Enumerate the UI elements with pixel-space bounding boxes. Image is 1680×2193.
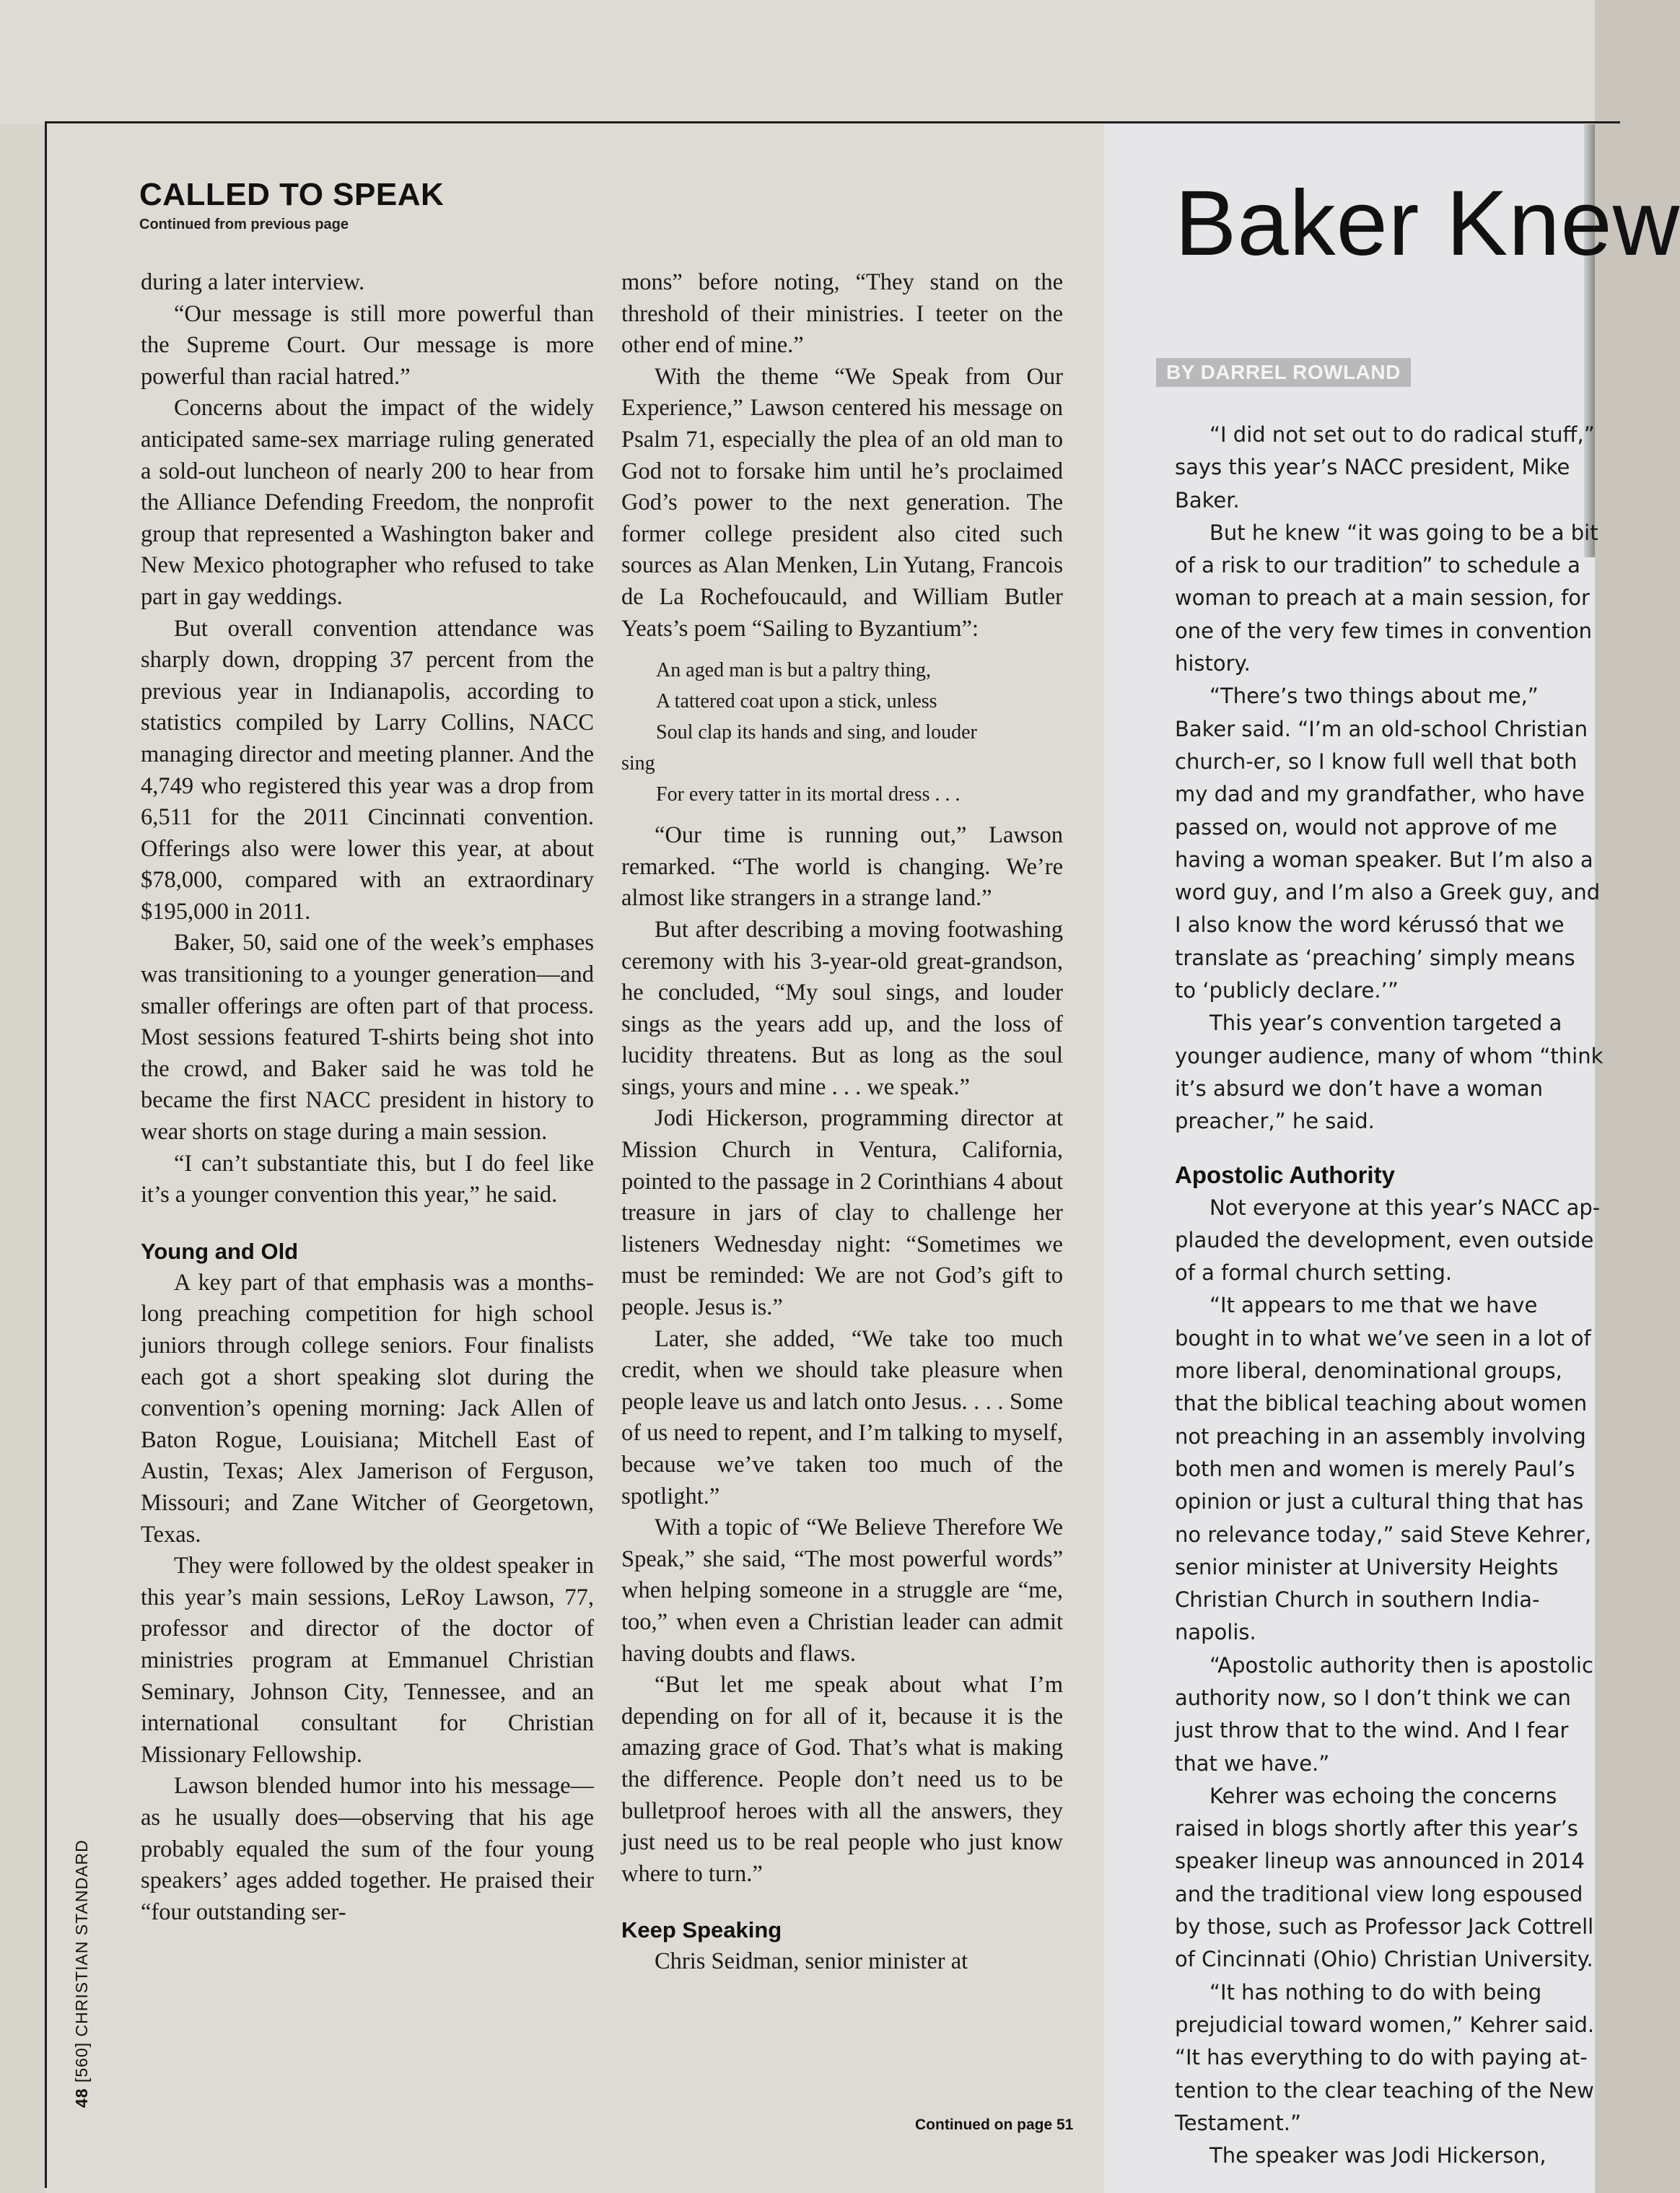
paragraph: Jodi Hickerson, programming director at Mission Church in Ventura, California, pointed to the passage in 2 Corinthians 4 about treasure in jars of clay to challenge her listeners Wednesday night: “Sometimes we must be reminded: We are not God’s gift to people. Jesus is.” (621, 1105, 1063, 1321)
sidebar-line: “It appears to me that we have (1209, 1293, 1538, 1318)
sidebar-line: “It has everything to do with paying at- (1175, 2045, 1588, 2070)
sidebar-line: one of the very few times in convention (1175, 618, 1592, 643)
sidebar-title: Baker Knew (1175, 172, 1680, 275)
poem-line: For every tatter in its mortal dress . . . (656, 783, 961, 806)
sidebar-line: translate as ‘preaching’ simply means (1175, 945, 1575, 970)
publication-name: [560] CHRISTIAN STANDARD (72, 1839, 91, 2083)
sidebar-line: tention to the clear teaching of the New (1175, 2078, 1594, 2103)
paragraph: But overall convention attendance was sharply down, dropping 37 percent from the previous year in Indianapolis, according to statistics compiled by Larry Collins, NACC managing director and meeting planner. And the 4,749 who registered this year was a drop from 6,511 for the 2011 Cincinnati convention. Offerings also were lower this year, at about $78,000, compared with an extraordinary $195,000 in 2011. (141, 615, 594, 925)
continued-on-note: Continued on page 51 (915, 2116, 1074, 2133)
sidebar-line: plauded the development, even outside (1175, 1227, 1594, 1252)
sidebar-line: that the biblical teaching about women (1175, 1391, 1588, 1416)
sidebar-line: that we have.” (1175, 1751, 1330, 1776)
sidebar-line: prejudicial toward women,” Kehrer said. (1175, 2012, 1595, 2037)
paragraph: “I can’t substantiate this, but I do feel like it’s a younger convention this year,” he said. (141, 1150, 594, 1208)
sidebar-line: Baker said. “I’m an old-school Christian (1175, 716, 1588, 741)
sidebar-line: “There’s two things about me,” (1209, 684, 1539, 709)
sidebar-line: no relevance today,” said Steve Kehrer, (1175, 1522, 1592, 1547)
subheading-keep-speaking: Keep Speaking (621, 1917, 782, 1943)
sidebar-line: “I did not set out to do radical stuff,” (1209, 422, 1595, 447)
paragraph: They were followed by the oldest speaker in this year’s main sessions, LeRoy Lawson, 77, professor and director of the doctor of ministries program at Emmanuel Christian Seminary, Johnson City, Tennessee, and an international consultant for Christian Missionary Fellowship. (141, 1553, 594, 1768)
sidebar-line: to ‘publicly declare.’” (1175, 978, 1399, 1003)
sidebar-line: it’s absurd we don’t have a woman (1175, 1076, 1544, 1101)
sidebar-line: of a risk to our tradition” to schedule a (1175, 553, 1580, 578)
paragraph: Chris Seidman, senior minister at (655, 1948, 968, 1975)
page-number: 48 (72, 2088, 91, 2108)
sidebar-line: word guy, and I’m also a Greek guy, and (1175, 880, 1601, 905)
sidebar-body (1175, 419, 1604, 2172)
sidebar-line: history. (1175, 651, 1251, 676)
continued-from-note: Continued from previous page (139, 217, 349, 232)
sidebar-line: speaker lineup was announced in 2014 (1175, 1849, 1585, 1874)
sidebar-line: “Apostolic authority then is apostolic (1209, 1652, 1593, 1678)
sidebar-line: authority now, so I don’t think we can (1175, 1685, 1571, 1710)
sidebar-line: and the traditional view long espoused (1175, 1881, 1583, 1906)
paragraph: “Our message is still more powerful than the Supreme Court. Our message is more powerful than racial hatred.” (141, 300, 594, 390)
subheading-apostolic-authority: Apostolic Authority (1175, 1161, 1395, 1188)
sidebar-line: of Cincinnati (Ohio) Christian University. (1175, 1947, 1593, 1972)
subheading-young-and-old: Young and Old (141, 1238, 299, 1264)
sidebar-byline: BY DARREL ROWLAND (1156, 358, 1411, 387)
poem-line: Soul clap its hands and sing, and louder (656, 721, 977, 744)
sidebar-line: opinion or just a cultural thing that has (1175, 1489, 1584, 1514)
sidebar-line: “It has nothing to do with being (1209, 1979, 1542, 2005)
poem-line: sing (621, 752, 655, 775)
sidebar-line: both men and women is merely Paul’s (1175, 1456, 1575, 1481)
sidebar-line: church-er, so I know full well that both (1175, 749, 1578, 774)
poem-quote (621, 655, 1063, 810)
sidebar-line: preacher,” he said. (1175, 1109, 1375, 1134)
sidebar-line: not preaching in an assembly involving (1175, 1424, 1586, 1449)
sidebar-line: raised in blogs shortly after this year’s (1175, 1816, 1578, 1841)
sidebar-line: more liberal, denominational groups, (1175, 1359, 1562, 1384)
sidebar-line: having a woman speaker. But I’m also a (1175, 847, 1593, 872)
sidebar-line: Testament.” (1175, 2110, 1301, 2135)
sidebar-line: younger audience, many of whom “think (1175, 1043, 1604, 1068)
paragraph: “Our time is running out,” Lawson remarked. “The world is changing. We’re almost like strangers in a strange land.” (621, 822, 1063, 912)
sidebar-line: of a formal church setting. (1175, 1260, 1453, 1286)
paragraph: With the theme “We Speak from Our Experience,” Lawson centered his message on Psalm 71, especially the plea of an old man to God not to forsake him until he’s proclaimed God’s power to the next generation. The former college president also cited such sources as Alan Menken, Lin Yutang, Francois de La Rochefoucauld, and William Butler Yeats’s poem “Sailing to Byzantium”: (621, 363, 1063, 642)
paragraph: Concerns about the impact of the widely anticipated same-sex marriage ruling generated a sold-out luncheon of nearly 200 to hear from the Alliance Defending Freedom, the nonprofit group that represented a Washington baker and New Mexico photographer who refused to take part in gay weddings. (141, 395, 594, 610)
paragraph: Lawson blended humor into his message—as he usually does—observing that his age probably equaled the sum of the four young speakers’ ages added together. He praised their “four outstanding ser- (141, 1773, 594, 1925)
paragraph: mons” before noting, “They stand on the threshold of their ministries. I teeter on the other end of mine.” (621, 269, 1063, 359)
paragraph: “But let me speak about what I’m depending on for all of it, because it is the amazing grace of God. That’s what is making the difference. People don’t need us to be bulletproof heroes with all the answers, they just need us to be real people who just know where to turn.” (621, 1672, 1063, 1887)
sidebar-line: bought in to what we’ve seen in a lot of (1175, 1325, 1591, 1351)
paragraph: But after describing a moving footwashing ceremony with his 3-year-old great-grandson, he concluded, “My soul sings, and louder sings as the years add up, and the loss of lucidity threatens. But as long as the soul sings, yours and mine . . . we speak.” (621, 916, 1063, 1100)
sidebar-line: by those, such as Professor Jack Cottrell (1175, 1914, 1594, 1940)
poem-line: An aged man is but a paltry thing, (656, 659, 932, 682)
paragraph: A key part of that emphasis was a months-long preaching competition for high school juniors through college seniors. Four finalists each got a short speaking slot during the convention’s opening morning: Jack Allen of Baton Rogue, Louisiana; Mitchell East of Austin, Texas; Alex Jamerison of Ferguson, Missouri; and Zane Witcher of Georgetown, Texas. (141, 1269, 594, 1548)
page-edge-shadow (0, 124, 45, 2193)
article-column-2 (621, 267, 1063, 1978)
sidebar-line: passed on, would not approve of me (1175, 814, 1557, 840)
sidebar-line: just throw that to the wind. And I fear (1175, 1718, 1569, 1743)
sidebar-line: I also know the word kérussó that we (1175, 912, 1565, 938)
sidebar-line: The speaker was Jodi Hickerson, (1209, 2143, 1546, 2168)
paragraph: during a later interview. (141, 269, 365, 295)
paragraph: Baker, 50, said one of the week’s emphases was transitioning to a younger generation—and smaller offerings are often part of that process. Most sessions featured T-shirts being shot into the crowd, and Baker said he was told he became the first NACC president in history to wear shorts on stage during a main session. (141, 930, 594, 1146)
sidebar-line: senior minister at University Heights (1175, 1554, 1559, 1579)
sidebar-line: Christian Church in southern India- (1175, 1587, 1540, 1613)
paragraph: Later, she added, “We take too much credit, when we should take pleasure when people leave us and latch onto Jesus. . . . Some of us need to repent, and I’m talking to myself, because we’ve taken too much of the spotlight.” (621, 1325, 1063, 1509)
sidebar-line: my dad and my grandfather, who have (1175, 782, 1585, 807)
sidebar-line: says this year’s NACC president, Mike (1175, 455, 1570, 480)
page-folio (72, 1839, 92, 2108)
sidebar-line: napolis. (1175, 1620, 1256, 1645)
sidebar-line: woman to preach at a main session, for (1175, 585, 1590, 611)
article-column-1 (141, 267, 594, 1928)
sidebar-line: This year’s convention targeted a (1209, 1011, 1562, 1036)
sidebar-line: But he knew “it was going to be a bit (1209, 520, 1598, 545)
poem-line: A tattered coat upon a stick, unless (656, 690, 937, 713)
sidebar-line: Not everyone at this year’s NACC ap- (1209, 1195, 1601, 1220)
section-kicker: CALLED TO SPEAK (139, 177, 445, 212)
sidebar-line: Kehrer was echoing the concerns (1209, 1783, 1557, 1808)
paragraph: With a topic of “We Believe Therefore We Speak,” she said, “The most powerful words” when helping someone in a struggle are “me, too,” when even a Christian leader can admit having doubts and flaws. (621, 1514, 1063, 1667)
sidebar-line: Baker. (1175, 487, 1240, 513)
